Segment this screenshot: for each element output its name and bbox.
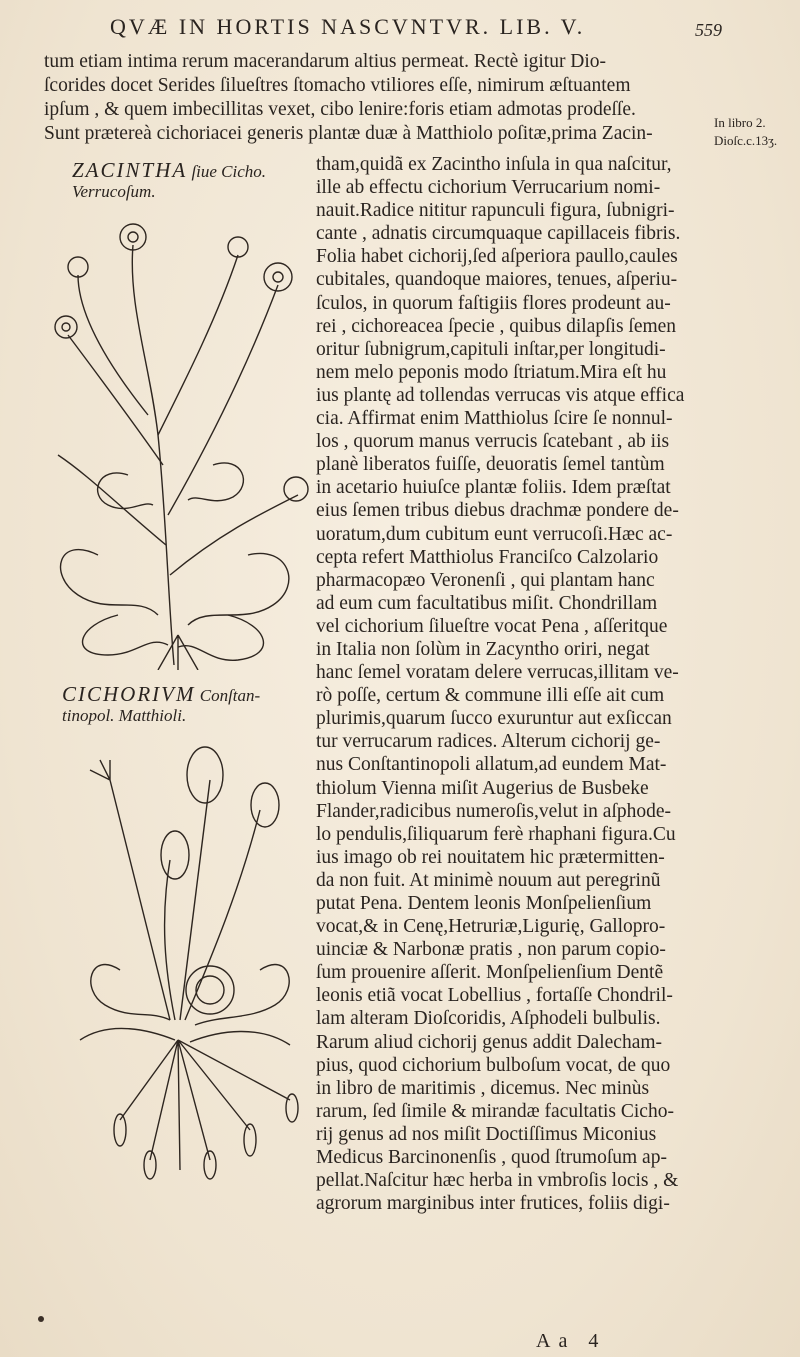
cichorium-woodcut-illustration (60, 740, 310, 1180)
text-line: plurimis,quarum ſucco exuruntur aut exſiccan (316, 708, 672, 730)
ink-spot (38, 1316, 44, 1322)
text-line: cia. Affirmat enim Matthiolus ſcire ſe nonnul- (316, 408, 673, 430)
signature-mark: Aa 4 (536, 1330, 607, 1352)
text-line: pellat.Naſcitur hæc herba in vmbroſis locis , & (316, 1170, 679, 1192)
figure-caption-cichorium (62, 684, 302, 726)
figure-caption-zacintha (72, 160, 302, 202)
caption-title: CICHORIVM (62, 682, 196, 706)
text-line: hanc ſemel voratam delere verrucas,illitam ve- (316, 662, 679, 684)
caption-subtitle: Conſtan- tinopol. Matthioli. (62, 686, 261, 725)
text-line: cepta refert Matthiolus Franciſco Calzolario (316, 546, 659, 568)
zacintha-woodcut-illustration (38, 215, 310, 670)
text-line: Sunt prætereà cichoriacei generis plantæ duæ à Matthiolo poſitæ,prima Zacin- (44, 123, 653, 144)
text-line: rei , cichoreacea ſpecie , quibus dilapſis ſemen (316, 315, 677, 337)
text-line: ius plantę ad tollendas verrucas vis atque effica (316, 384, 685, 406)
text-line: ſum prouenire aſſerit. Monſpelienſium Dentẽ (316, 962, 664, 984)
text-line: ſculos, in quorum faſtigiis flores prodeunt au- (316, 292, 671, 314)
text-line: in acetario huiuſce plantæ foliis. Idem præſtat (316, 477, 671, 499)
text-line: vocat,& in Cenę,Hetruriæ,Ligurię, Gallopro- (316, 916, 666, 938)
text-line: uoratum,dum cubitum eunt verrucoſi.Hæc ac- (316, 523, 673, 545)
text-line: ſcorides docet Serides ſilueſtres ſtomacho vtiliores eſſe, nimirum æſtuantem (44, 75, 631, 96)
text-line: agrorum marginibus inter frutices, foliis digi- (316, 1193, 670, 1215)
text-line: rò poſſe, certum & commune illi eſſe ait cum (316, 685, 665, 707)
text-line: vel cichorium ſilueſtre vocat Pena , aſſeritque (316, 615, 668, 637)
text-line: nem melo peponis modo ſtriatum.Mira eſt hu (316, 361, 667, 383)
marginal-note-line: Dioſc.c.13ʒ. (714, 133, 778, 148)
text-line: Folia habet cichorij,ſed aſperiora paullo,caules (316, 246, 678, 268)
marginal-note-line: In libro 2. (714, 115, 766, 130)
text-line: ius imago ob rei nouitatem hic prætermitten- (316, 846, 665, 868)
text-line: in Italia non ſolùm in Zacyntho oriri, negat (316, 638, 650, 660)
text-line: planè liberatos fuiſſe, deuoratis ſemel tantùm (316, 454, 665, 476)
text-line: tur verrucarum radices. Alterum cichorij ge- (316, 731, 661, 753)
text-line: Flander,radicibus numeroſis,velut in aſphode- (316, 800, 672, 822)
text-line: ipſum , & quem imbecillitas vexet, cibo lenire:foris etiam admotas prodeſſe. (44, 99, 636, 120)
caption-subtitle: ſiue Cicho. Verrucoſum. (72, 162, 267, 201)
text-line: ad eum cum facultatibus miſit. Chondrillam (316, 592, 658, 614)
text-line: tum etiam intima rerum macerandarum altius permeat. Rectè igitur Dio- (44, 51, 607, 72)
main-text-column (316, 153, 708, 1215)
text-line: cubitales, quandoque maiores, tenues, aſperiu- (316, 269, 678, 291)
text-line: eius ſemen tribus diebus drachmæ pondere de- (316, 500, 679, 522)
text-line: uinciæ & Narbonæ pratis , non parum copio- (316, 939, 666, 961)
caption-title: ZACINTHA (72, 158, 188, 182)
text-line: in libro de maritimis , dicemus. Nec minùs (316, 1077, 650, 1099)
text-line: pharmacopæo Veronenſi , qui plantam hanc (316, 569, 655, 591)
text-line: los , quorum manus verrucis ſcatebant , ab iis (316, 431, 670, 453)
text-line: cante , adnatis circumquaque capillaceis fibris. (316, 223, 681, 245)
marginal-note (714, 114, 777, 150)
text-line: rij genus ad nos miſit Doctiſſimus Miconius (316, 1123, 657, 1145)
text-line: nus Conſtantinopoli allatum,ad eundem Mat- (316, 754, 667, 776)
text-line: thiolum Vienna miſit Augerius de Busbeke (316, 777, 649, 799)
text-line: leonis etiã vocat Lobellius , fortaſſe Chondril- (316, 985, 673, 1007)
running-title: QVÆ IN HORTIS NASCVNTVR. LIB. V. (110, 14, 586, 39)
text-line: tham,quidã ex Zacintho inſula in qua naſcitur, (316, 154, 672, 175)
text-line: nauit.Radice nititur rapunculi figura, ſubnigri- (316, 200, 675, 222)
page-number: 559 (695, 20, 722, 40)
text-line: da non fuit. At minimè nouum aut peregrinũ (316, 869, 661, 891)
text-line: lam alteram Dioſcoridis, Aſphodeli bulbulis. (316, 1008, 661, 1030)
text-line: oritur ſubnigrum,capituli inſtar,per longitudi- (316, 338, 666, 360)
text-line: pius, quod cichorium bulboſum vocat, de quo (316, 1054, 671, 1076)
text-line: Medicus Barcinonenſis , quod ſtrumoſum ap- (316, 1147, 667, 1169)
text-line: rarum, ſed ſimile & mirandæ facultatis Cicho- (316, 1100, 674, 1122)
text-line: Rarum aliud cichorij genus addit Dalecham- (316, 1031, 663, 1053)
text-line: putat Pena. Dentem leonis Monſpelienſium (316, 893, 652, 914)
text-line: lo pendulis,ſiliquarum ferè rhaphani figura.Cu (316, 823, 676, 845)
text-line: ille ab effectu cichorium Verrucarium nomi- (316, 177, 661, 199)
